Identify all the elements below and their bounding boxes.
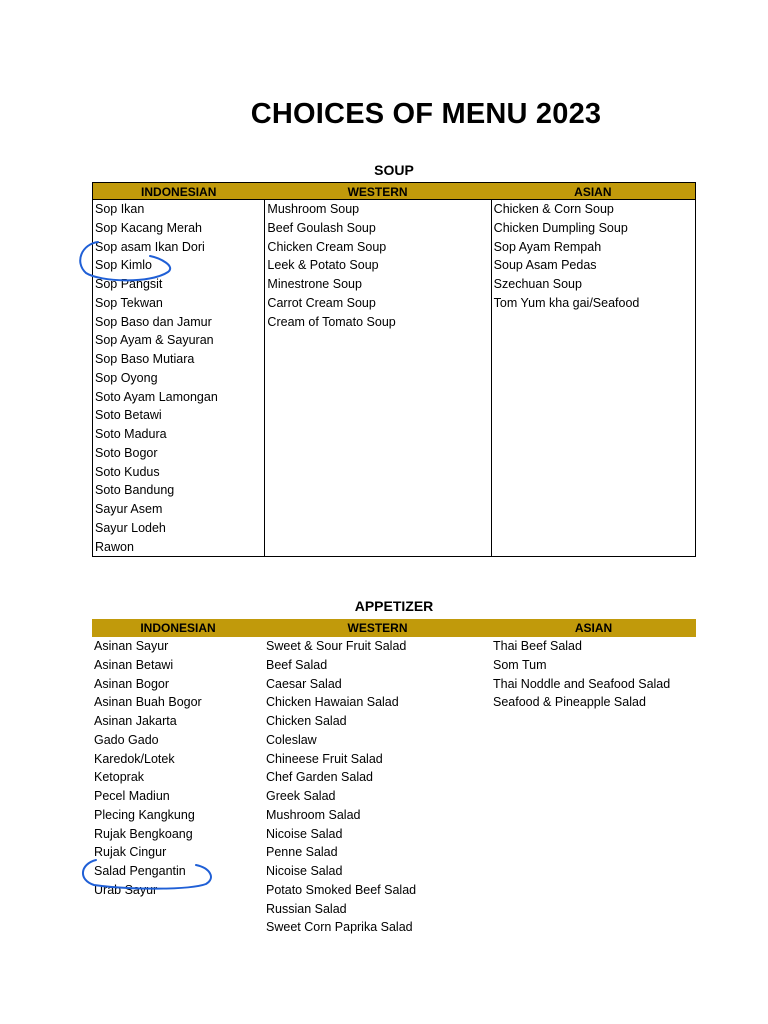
soup-indonesian-item: Soto Kudus — [95, 464, 160, 479]
soup-asian-item: Tom Yum kha gai/Seafood — [493, 295, 640, 310]
appetizer-col-indonesian: INDONESIAN — [140, 621, 216, 635]
soup-asian-item: Chicken Dumpling Soup — [493, 220, 628, 235]
appetizer-indonesian-item: Asinan Jakarta — [94, 714, 177, 728]
soup-indonesian-item: Soto Bandung — [95, 483, 175, 498]
appetizer-asian-item: Thai Beef Salad — [493, 639, 582, 653]
soup-indonesian-item: Rawon — [95, 539, 134, 554]
soup-western-item: Carrot Cream Soup — [267, 295, 376, 310]
appetizer-indonesian-item: Asinan Bogor — [94, 676, 170, 691]
soup-indonesian-item: Sop Ayam & Sayuran — [95, 333, 214, 348]
soup-asian-list — [491, 200, 695, 556]
soup-col-indonesian: INDONESIAN — [141, 185, 217, 199]
appetizer-western-item: Potato Smoked Beef Salad — [266, 882, 417, 897]
appetizer-western-item: Caesar Salad — [266, 676, 342, 691]
soup-body — [92, 200, 696, 557]
appetizer-western-item: Greek Salad — [266, 789, 336, 803]
soup-western-item: Leek & Potato Soup — [267, 258, 379, 273]
soup-indonesian-item: Soto Betawi — [95, 408, 162, 423]
appetizer-western-item: Chicken Hawaian Salad — [266, 695, 399, 710]
appetizer-western-list — [264, 637, 491, 937]
soup-asian-item: Szechuan Soup — [493, 277, 582, 291]
soup-indonesian-list — [93, 200, 264, 556]
appetizer-western-item: Nicoise Salad — [266, 864, 343, 878]
soup-col-western: WESTERN — [347, 185, 408, 199]
soup-indonesian-item: Soto Madura — [95, 427, 167, 441]
soup-indonesian-item: Sop Baso Mutiara — [95, 352, 195, 366]
appetizer-indonesian-item: Urab Sayur — [94, 882, 158, 897]
appetizer-col-asian: ASIAN — [574, 621, 613, 635]
soup-indonesian-item: Sop Kimlo — [95, 258, 152, 273]
appetizer-western-item: Penne Salad — [266, 845, 338, 860]
soup-asian-item: Sop Ayam Rempah — [493, 239, 602, 254]
appetizer-indonesian-item: Rujak Cingur — [94, 845, 167, 860]
appetizer-indonesian-item: Plecing Kangkung — [94, 807, 195, 822]
soup-heading: SOUP — [374, 162, 414, 178]
soup-asian-item: Chicken & Corn Soup — [493, 202, 614, 216]
soup-indonesian-item: Sop Tekwan — [95, 295, 163, 310]
appetizer-indonesian-item: Asinan Sayur — [94, 639, 169, 653]
soup-indonesian-item: Sayur Asem — [95, 502, 163, 516]
soup-western-item: Cream of Tomato Soup — [267, 314, 396, 329]
appetizer-western-item: Beef Salad — [266, 657, 328, 672]
appetizer-western-item: Sweet Corn Paprika Salad — [266, 920, 413, 935]
soup-western-item: Chicken Cream Soup — [267, 239, 387, 254]
appetizer-asian-item: Thai Noddle and Seafood Salad — [493, 676, 671, 691]
soup-indonesian-item: Sop asam Ikan Dori — [95, 239, 205, 254]
soup-asian-item: Soup Asam Pedas — [493, 258, 597, 273]
appetizer-header-row — [92, 619, 696, 637]
page-title: CHOICES OF MENU 2023 — [250, 98, 602, 130]
appetizer-indonesian-item: Gado Gado — [94, 732, 159, 747]
soup-indonesian-item: Sayur Lodeh — [95, 520, 166, 535]
soup-indonesian-item: Sop Ikan — [95, 202, 145, 216]
appetizer-western-item: Coleslaw — [266, 732, 317, 747]
appetizer-indonesian-item: Ketoprak — [94, 770, 145, 785]
appetizer-indonesian-item: Asinan Buah Bogor — [94, 695, 202, 710]
soup-western-item: Minestrone Soup — [267, 277, 362, 291]
soup-indonesian-item: Sop Oyong — [95, 370, 158, 385]
soup-indonesian-item: Sop Pangsit — [95, 277, 163, 291]
appetizer-western-item: Mushroom Salad — [266, 807, 361, 822]
soup-western-item: Beef Goulash Soup — [267, 220, 376, 235]
appetizer-col-western: WESTERN — [347, 621, 408, 635]
appetizer-asian-item: Seafood & Pineapple Salad — [493, 695, 646, 710]
soup-indonesian-item: Sop Baso dan Jamur — [95, 314, 212, 329]
appetizer-asian-item: Som Tum — [493, 657, 547, 672]
appetizer-body — [92, 637, 696, 937]
appetizer-indonesian-item: Salad Pengantin — [94, 864, 186, 878]
appetizer-indonesian-item: Pecel Madiun — [94, 789, 170, 803]
appetizer-asian-list — [491, 637, 696, 937]
appetizer-heading: APPETIZER — [354, 598, 434, 614]
soup-western-item: Mushroom Soup — [267, 202, 360, 216]
appetizer-indonesian-list — [92, 637, 264, 937]
soup-indonesian-item: Soto Bogor — [95, 445, 158, 460]
appetizer-western-item: Nicoise Salad — [266, 826, 343, 841]
appetizer-western-item: Chineese Fruit Salad — [266, 751, 383, 766]
soup-indonesian-item: Soto Ayam Lamongan — [95, 389, 218, 404]
appetizer-table — [92, 619, 696, 937]
soup-indonesian-item: Sop Kacang Merah — [95, 220, 203, 235]
soup-table — [92, 182, 696, 557]
appetizer-western-item: Russian Salad — [266, 901, 347, 916]
appetizer-indonesian-item: Rujak Bengkoang — [94, 826, 193, 841]
appetizer-indonesian-item: Asinan Betawi — [94, 657, 174, 672]
soup-header-row — [92, 182, 696, 200]
appetizer-western-item: Chef Garden Salad — [266, 770, 374, 785]
appetizer-western-item: Sweet & Sour Fruit Salad — [266, 639, 407, 653]
appetizer-indonesian-item: Karedok/Lotek — [94, 751, 175, 766]
appetizer-western-item: Chicken Salad — [266, 714, 347, 728]
soup-col-asian: ASIAN — [574, 185, 612, 199]
soup-western-list — [264, 200, 490, 556]
